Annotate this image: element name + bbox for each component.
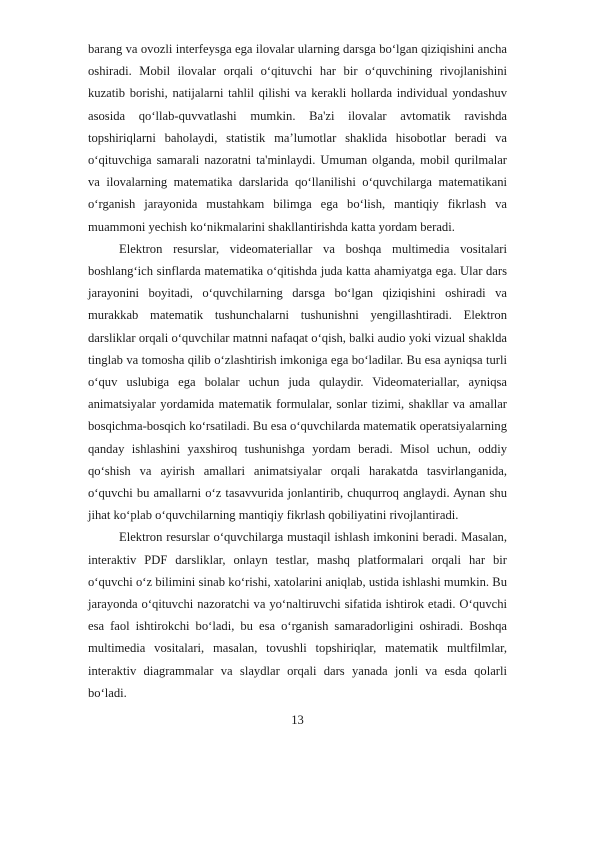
body-text — [88, 38, 507, 704]
paragraph-continued: barang va ovozli interfeysga ega ilovalar ularning darsga bo‘lgan qiziqishini ancha oshiradi. Mobil ilovalar orqali o‘qituvchi har bir o‘quvchining rivojlanishini kuzatib borishi, natijalarni tahlil qilishi va kerakli hollarda individual yondashuv asosida qo‘llab-quvvatlashi mumkin. Ba'zi ilovalar avtomatik ravishda topshiriqlarni baholaydi, statistik ma’lumotlar shaklida hisobotlar beradi va o‘qituvchiga samarali nazoratni ta'minlaydi. Umuman olganda, mobil qurilmalar va ilovalarning matematika darslarida qo‘llanilishi o‘quvchilarga matematikani o‘rganish jarayonida mustahkam bilimga ega bo‘lish, mantiqiy fikrlash va muammoni yechish ko‘nikmalarini shakllantirishda katta yordam beradi. — [88, 42, 507, 234]
paragraph-electronic-resources: Elektron resurslar o‘quvchilarga mustaqil ishlash imkonini beradi. Masalan, interaktiv PDF darsliklar, onlayn testlar, mashq platformalari orqali har bir o‘quvchi o‘z bilimini sinab ko‘rishi, xatolarini aniqlab, ustida ishlashi mumkin. Bu jarayonda o‘qituvchi nazoratchi va yo‘naltiruvchi sifatida ishtirok etadi. O‘quvchi esa faol ishtirokchi bo‘ladi, bu esa o‘rganish samaradorligini oshiradi. Boshqa multimedia vositalari, masalan, tovushli topshiriqlar, matematik multfilmlar, interaktiv diagrammalar va slaydlar orqali dars yanada jonli va esda qolarli bo‘ladi. — [88, 530, 507, 700]
paragraph-multimedia: Elektron resurslar, videomateriallar va boshqa multimedia vositalari boshlang‘ich sinflarda matematika o‘qitishda juda katta ahamiyatga ega. Ular dars jarayonini boyitadi, o‘quvchilarning darsga bo‘lgan qiziqishini oshiradi va murakkab matematik tushunchalarni tushunishni yengillashtiradi. Elektron darsliklar orqali o‘quvchilar matnni nafaqat o‘qish, balki audio yoki vizual shaklda tinglab va tomosha qilib o‘zlashtirish imkoniga ega bo‘ladilar. Bu esa ayniqsa turli o‘quv uslubiga ega bolalar uchun juda qulaydir. Videomateriallar, ayniqsa animatsiyalar yordamida matematik formulalar, sonlar tizimi, shakllar va amallar bosqichma-bosqich ko‘rsatiladi. Bu esa o‘quvchilarda matematik operatsiyalarning qanday ishlashini yaxshiroq tushunishga yordam beradi. Misol uchun, oddiy qo‘shish va ayirish amallari animatsiyalar orqali harakatda tasvirlanganida, o‘quvchi bu amallarni o‘z tasavvurida jonlantirib, chuqurroq anglaydi. Aynan shu jihat ko‘plab o‘quvchilarning mantiqiy fikrlash qobiliyatini rivojlantiradi. — [88, 241, 507, 523]
page-number: 13 — [291, 713, 304, 727]
